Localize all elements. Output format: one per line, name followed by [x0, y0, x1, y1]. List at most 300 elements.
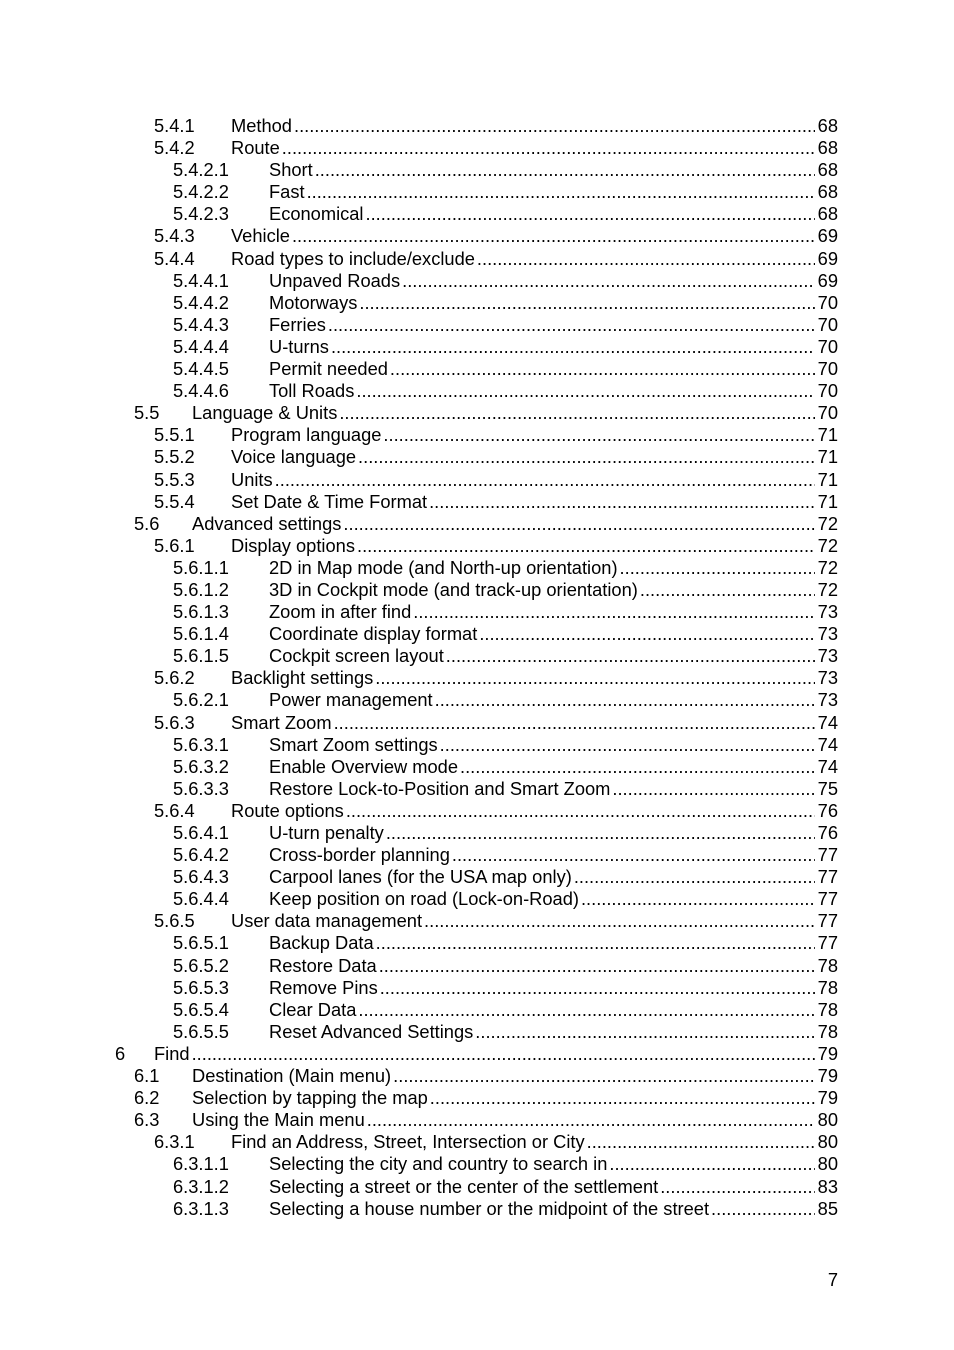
- dot-leader: [334, 712, 815, 734]
- toc-entry-number: 5.6.5.1: [173, 932, 229, 954]
- toc-entry-line: [231, 469, 838, 491]
- toc-entry-line: [231, 712, 838, 734]
- toc-entry[interactable]: [0, 778, 954, 800]
- toc-entry-line: [231, 667, 838, 689]
- toc-entry[interactable]: [0, 601, 954, 623]
- toc-entry[interactable]: [0, 866, 954, 888]
- toc-entry-number: 5.6.3.2: [173, 755, 229, 777]
- toc-entry[interactable]: [0, 1065, 954, 1087]
- dot-leader: [358, 999, 814, 1021]
- toc-entry[interactable]: [0, 181, 954, 203]
- toc-entry[interactable]: [0, 314, 954, 336]
- toc-entry-title: Vehicle: [231, 225, 290, 247]
- toc-entry-line: [269, 1198, 838, 1220]
- toc-entry[interactable]: [0, 888, 954, 910]
- toc-entry[interactable]: [0, 667, 954, 689]
- toc-entry[interactable]: [0, 645, 954, 667]
- toc-entry-title: Keep position on road (Lock-on-Road): [269, 888, 579, 910]
- toc-entry-title: Smart Zoom settings: [269, 733, 438, 755]
- dot-leader: [367, 1109, 815, 1131]
- dot-leader: [711, 1198, 815, 1220]
- toc-entry-line: [269, 336, 838, 358]
- toc-entry[interactable]: [0, 999, 954, 1021]
- toc-entry-line: [269, 380, 838, 402]
- toc-entry-number: 6.2: [134, 1087, 160, 1109]
- toc-entry-number: 5.6.1.5: [173, 645, 229, 667]
- toc-entry-line: [269, 932, 838, 954]
- toc-entry-title: Selection by tapping the map: [192, 1087, 428, 1109]
- dot-leader: [282, 137, 815, 159]
- toc-entry-page: 70: [817, 335, 838, 357]
- toc-entry[interactable]: [0, 822, 954, 844]
- toc-entry-title: Units: [231, 468, 273, 490]
- toc-entry-page: 73: [817, 667, 838, 689]
- toc-entry-line: [269, 203, 838, 225]
- toc-entry-line: [269, 1021, 838, 1043]
- dot-leader: [479, 623, 814, 645]
- toc-entry-page: 70: [817, 380, 838, 402]
- toc-entry[interactable]: [0, 734, 954, 756]
- toc-entry-page: 78: [817, 1020, 838, 1042]
- toc-entry-number: 5.6.5.2: [173, 954, 229, 976]
- dot-leader: [376, 932, 815, 954]
- toc-entry-number: 5.6.1.4: [173, 623, 229, 645]
- toc-entry-title: 3D in Cockpit mode (and track-up orientation): [269, 578, 638, 600]
- toc-entry-number: 6.3.1.1: [173, 1153, 229, 1175]
- toc-entry-title: Clear Data: [269, 998, 357, 1020]
- toc-entry-number: 5.6: [134, 512, 160, 534]
- toc-entry-title: Zoom in after find: [269, 601, 412, 623]
- dot-leader: [383, 424, 814, 446]
- toc-entry[interactable]: [0, 1109, 954, 1131]
- toc-entry[interactable]: [0, 469, 954, 491]
- toc-entry-number: 5.5: [134, 402, 160, 424]
- toc-entry-page: 72: [817, 534, 838, 556]
- toc-entry-number: 5.4.4.5: [173, 358, 229, 380]
- toc-entry[interactable]: [0, 292, 954, 314]
- toc-entry-page: 70: [817, 358, 838, 380]
- toc-entry-number: 6.3: [134, 1109, 160, 1131]
- toc-entry-page: 71: [817, 490, 838, 512]
- toc-entry-page: 72: [817, 556, 838, 578]
- toc-entry[interactable]: [0, 712, 954, 734]
- toc-entry-title: Cross-border planning: [269, 844, 450, 866]
- toc-entry[interactable]: [0, 270, 954, 292]
- toc-entry-title: Find: [154, 1042, 190, 1064]
- toc-entry-number: 5.4.4.1: [173, 269, 229, 291]
- toc-entry-title: Program language: [231, 424, 382, 446]
- toc-entry[interactable]: [0, 380, 954, 402]
- toc-entry-title: Power management: [269, 689, 433, 711]
- toc-entry-page: 77: [817, 844, 838, 866]
- toc-entry[interactable]: [0, 955, 954, 977]
- toc-entry-line: [269, 866, 838, 888]
- toc-entry-title: Language & Units: [192, 402, 338, 424]
- toc-entry-page: 68: [817, 203, 838, 225]
- toc-entry-number: 6.3.1.2: [173, 1175, 229, 1197]
- toc-entry-page: 79: [817, 1087, 838, 1109]
- toc-entry-number: 5.6.4.4: [173, 888, 229, 910]
- toc-entry-page: 69: [817, 247, 838, 269]
- toc-entry[interactable]: [0, 491, 954, 513]
- toc-entry-page: 73: [817, 645, 838, 667]
- toc-entry-number: 5.6.3.1: [173, 733, 229, 755]
- toc-entry[interactable]: [0, 1021, 954, 1043]
- toc-entry-number: 5.6.1.1: [173, 556, 229, 578]
- toc-entry-number: 5.4.4.6: [173, 380, 229, 402]
- toc-entry-page: 71: [817, 446, 838, 468]
- toc-entry-number: 5.5.4: [154, 490, 195, 512]
- toc-entry-title: Motorways: [269, 291, 358, 313]
- toc-entry-title: Method: [231, 115, 292, 136]
- toc-entry-title: Economical: [269, 203, 364, 225]
- toc-entry-title: Unpaved Roads: [269, 269, 401, 291]
- toc-entry[interactable]: [0, 1153, 954, 1175]
- toc-entry-title: Enable Overview mode: [269, 755, 458, 777]
- toc-entry[interactable]: [0, 623, 954, 645]
- dot-leader: [331, 336, 815, 358]
- toc-entry-number: 6.3.1.3: [173, 1197, 229, 1219]
- dot-leader: [357, 535, 815, 557]
- toc-entry-line: [231, 137, 838, 159]
- toc-entry[interactable]: [0, 756, 954, 778]
- toc-entry-line: [269, 623, 838, 645]
- toc-entry-line: [269, 270, 838, 292]
- dot-leader: [440, 734, 815, 756]
- toc-entry-line: [231, 535, 838, 557]
- dot-leader: [460, 756, 815, 778]
- dot-leader: [452, 844, 815, 866]
- toc-entry-number: 5.6.5.3: [173, 976, 229, 998]
- toc-entry-line: [231, 800, 838, 822]
- toc-entry-line: [192, 1065, 838, 1087]
- toc-entry[interactable]: [0, 424, 954, 446]
- toc-entry-title: U-turn penalty: [269, 822, 384, 843]
- toc-entry-page: 80: [817, 1131, 838, 1153]
- toc-entry-number: 5.6.4.2: [173, 844, 229, 866]
- toc-entry-line: [269, 778, 838, 800]
- toc-entry-line: [269, 955, 838, 977]
- toc-entry-page: 73: [817, 689, 838, 711]
- dot-leader: [192, 1043, 815, 1065]
- toc-entry-title: Restore Lock-to-Position and Smart Zoom: [269, 777, 611, 799]
- toc-entry-line: [269, 181, 838, 203]
- toc-entry-line: [192, 1087, 838, 1109]
- dot-leader: [343, 513, 814, 535]
- toc-entry[interactable]: [0, 248, 954, 270]
- toc-entry[interactable]: [0, 932, 954, 954]
- toc-entry-page: 76: [817, 822, 838, 843]
- toc-entry-title: Route: [231, 137, 280, 159]
- toc-entry-line: [269, 314, 838, 336]
- toc-entry-line: [269, 1176, 838, 1198]
- toc-entry[interactable]: [0, 579, 954, 601]
- toc-entry-title: Short: [269, 159, 313, 181]
- toc-entry-title: Cockpit screen layout: [269, 645, 444, 667]
- toc-entry-title: Selecting a street or the center of the settlement: [269, 1175, 659, 1197]
- dot-leader: [339, 402, 814, 424]
- dot-leader: [358, 446, 815, 468]
- toc-entry-number: 5.4.4: [154, 247, 195, 269]
- toc-entry-page: 72: [817, 578, 838, 600]
- toc-entry[interactable]: [0, 1176, 954, 1198]
- toc-entry-line: [231, 248, 838, 270]
- toc-entry-page: 77: [817, 888, 838, 910]
- dot-leader: [609, 1153, 814, 1175]
- toc-entry-page: 74: [817, 733, 838, 755]
- toc-entry-title: Permit needed: [269, 358, 388, 380]
- toc-entry[interactable]: [0, 977, 954, 999]
- toc-entry[interactable]: [0, 1087, 954, 1109]
- toc-entry-number: 5.4.4.3: [173, 313, 229, 335]
- dot-leader: [346, 800, 815, 822]
- dot-leader: [581, 888, 815, 910]
- toc-entry-line: [269, 557, 838, 579]
- toc-entry-title: User data management: [231, 910, 423, 932]
- toc-entry-page: 69: [817, 269, 838, 291]
- toc-entry-page: 76: [817, 799, 838, 821]
- toc-entry[interactable]: [0, 402, 954, 424]
- toc-entry-page: 74: [817, 711, 838, 733]
- toc-entry-title: Display options: [231, 534, 355, 556]
- toc-entry-line: [269, 977, 838, 999]
- toc-entry-title: Voice language: [231, 446, 357, 468]
- dot-leader: [328, 314, 815, 336]
- toc-entry-number: 5.4.2: [154, 137, 195, 159]
- dot-leader: [390, 358, 815, 380]
- toc-entry-line: [269, 292, 838, 314]
- toc-entry-line: [269, 844, 838, 866]
- dot-leader: [587, 1131, 815, 1153]
- toc-entry-number: 5.6.2.1: [173, 689, 229, 711]
- toc-entry-number: 5.4.4.2: [173, 291, 229, 313]
- toc-entry-number: 6.3.1: [154, 1131, 195, 1153]
- toc-entry[interactable]: [0, 800, 954, 822]
- toc-entry-number: 5.6.1.3: [173, 601, 229, 623]
- toc-entry-number: 5.4.4.4: [173, 335, 229, 357]
- toc-entry-number: 5.6.5.5: [173, 1020, 229, 1042]
- toc-entry-title: Reset Advanced Settings: [269, 1020, 474, 1042]
- toc-entry-title: 2D in Map mode (and North-up orientation): [269, 556, 618, 578]
- toc-entry-line: [231, 910, 838, 932]
- toc-entry-line: [192, 402, 838, 424]
- dot-leader: [379, 955, 815, 977]
- toc-entry[interactable]: [0, 137, 954, 159]
- dot-leader: [429, 491, 815, 513]
- toc-entry-page: 80: [817, 1153, 838, 1175]
- toc-entry[interactable]: [0, 203, 954, 225]
- toc-entry-line: [269, 645, 838, 667]
- toc-entry-page: 80: [817, 1109, 838, 1131]
- toc-entry-title: Toll Roads: [269, 380, 355, 402]
- dot-leader: [380, 977, 815, 999]
- toc-entry-number: 5.4.2.2: [173, 181, 229, 203]
- toc-entry-page: 85: [817, 1197, 838, 1219]
- toc-entry-line: [231, 225, 838, 247]
- toc-entry-number: 6.1: [134, 1065, 160, 1087]
- dot-leader: [475, 1021, 814, 1043]
- toc-entry-title: Route options: [231, 799, 344, 821]
- dot-leader: [446, 645, 815, 667]
- dot-leader: [413, 601, 814, 623]
- dot-leader: [294, 115, 815, 137]
- toc-entry[interactable]: [0, 1198, 954, 1220]
- dot-leader: [574, 866, 815, 888]
- toc-entry-line: [231, 115, 838, 137]
- toc-entry-page: 71: [817, 468, 838, 490]
- toc-entry-number: 6: [115, 1042, 126, 1064]
- toc-entry-number: 5.6.4.1: [173, 822, 229, 843]
- toc-entry-line: [269, 159, 838, 181]
- toc-entry-page: 68: [817, 181, 838, 203]
- toc-entry-page: 83: [817, 1175, 838, 1197]
- dot-leader: [356, 380, 814, 402]
- toc-entry-line: [269, 999, 838, 1021]
- toc-entry[interactable]: [0, 910, 954, 932]
- toc-entry-title: Selecting a house number or the midpoint of the street: [269, 1197, 710, 1219]
- toc-entry-page: 79: [817, 1042, 838, 1064]
- toc-entry-line: [192, 1109, 838, 1131]
- dot-leader: [435, 689, 815, 711]
- dot-leader: [402, 270, 815, 292]
- dot-leader: [386, 822, 815, 844]
- toc-entry-line: [269, 888, 838, 910]
- toc-entry-page: 71: [817, 424, 838, 446]
- toc-entry[interactable]: [0, 115, 954, 137]
- toc-entry-title: Using the Main menu: [192, 1109, 365, 1131]
- toc-entry-title: Restore Data: [269, 954, 377, 976]
- dot-leader: [307, 181, 815, 203]
- toc-entry[interactable]: [0, 535, 954, 557]
- toc-entry-line: [269, 734, 838, 756]
- toc-entry-title: Advanced settings: [192, 512, 342, 534]
- toc-entry-title: Selecting the city and country to search in: [269, 1153, 608, 1175]
- dot-leader: [275, 469, 815, 491]
- table-of-contents: [0, 115, 954, 1220]
- toc-entry-title: Smart Zoom: [231, 711, 332, 733]
- dot-leader: [430, 1087, 815, 1109]
- toc-entry-page: 72: [817, 512, 838, 534]
- toc-entry[interactable]: [0, 1043, 954, 1065]
- toc-entry-page: 77: [817, 866, 838, 888]
- toc-entry[interactable]: [0, 513, 954, 535]
- toc-entry-page: 69: [817, 225, 838, 247]
- toc-entry-page: 70: [817, 313, 838, 335]
- toc-entry[interactable]: [0, 159, 954, 181]
- toc-entry-title: Ferries: [269, 313, 326, 335]
- toc-entry-number: 5.6.4.3: [173, 866, 229, 888]
- toc-entry[interactable]: [0, 446, 954, 468]
- toc-entry-page: 68: [817, 159, 838, 181]
- toc-entry-page: 70: [817, 402, 838, 424]
- toc-entry-page: 78: [817, 976, 838, 998]
- toc-entry-number: 5.6.3.3: [173, 777, 229, 799]
- toc-entry-page: 73: [817, 601, 838, 623]
- toc-entry-line: [231, 491, 838, 513]
- toc-entry-page: 77: [817, 910, 838, 932]
- toc-entry-title: Road types to include/exclude: [231, 247, 475, 269]
- toc-entry-line: [192, 513, 838, 535]
- toc-entry[interactable]: [0, 557, 954, 579]
- toc-entry-page: 79: [817, 1065, 838, 1087]
- toc-entry[interactable]: [0, 689, 954, 711]
- dot-leader: [477, 248, 815, 270]
- toc-entry-line: [269, 358, 838, 380]
- toc-entry-page: 73: [817, 623, 838, 645]
- toc-entry-title: Fast: [269, 181, 305, 203]
- toc-entry-number: 5.6.4: [154, 799, 195, 821]
- toc-entry-number: 5.4.2.1: [173, 159, 229, 181]
- toc-entry[interactable]: [0, 225, 954, 247]
- toc-entry-title: Find an Address, Street, Intersection or City: [231, 1131, 585, 1153]
- dot-leader: [393, 1065, 815, 1087]
- toc-entry-number: 5.6.1.2: [173, 578, 229, 600]
- toc-entry-line: [231, 424, 838, 446]
- toc-entry-line: [154, 1043, 838, 1065]
- toc-entry-page: 75: [817, 777, 838, 799]
- toc-entry-page: 70: [817, 291, 838, 313]
- toc-entry-title: Remove Pins: [269, 976, 378, 998]
- toc-entry-number: 5.5.3: [154, 468, 195, 490]
- dot-leader: [315, 159, 815, 181]
- toc-entry-line: [269, 579, 838, 601]
- dot-leader: [292, 225, 815, 247]
- toc-entry-title: Carpool lanes (for the USA map only): [269, 866, 572, 888]
- toc-entry-line: [269, 601, 838, 623]
- toc-entry[interactable]: [0, 1131, 954, 1153]
- toc-entry-page: 78: [817, 998, 838, 1020]
- dot-leader: [424, 910, 815, 932]
- toc-entry-number: 5.4.3: [154, 225, 195, 247]
- dot-leader: [660, 1176, 814, 1198]
- dot-leader: [366, 203, 815, 225]
- toc-entry-line: [269, 822, 838, 844]
- toc-entry-number: 5.6.1: [154, 534, 195, 556]
- toc-entry-number: 5.5.2: [154, 446, 195, 468]
- toc-entry-number: 5.5.1: [154, 424, 195, 446]
- toc-entry-line: [269, 756, 838, 778]
- toc-entry-page: 77: [817, 932, 838, 954]
- toc-entry[interactable]: [0, 336, 954, 358]
- toc-entry-page: 78: [817, 954, 838, 976]
- page-number: 7: [827, 1269, 838, 1290]
- dot-leader: [620, 557, 815, 579]
- toc-entry-page: 74: [817, 755, 838, 777]
- dot-leader: [612, 778, 814, 800]
- toc-entry[interactable]: [0, 844, 954, 866]
- toc-entry-page: 68: [817, 137, 838, 159]
- toc-entry-number: 5.4.1: [154, 115, 195, 136]
- toc-entry-line: [231, 1131, 838, 1153]
- toc-entry-line: [269, 689, 838, 711]
- toc-entry-number: 5.6.5.4: [173, 998, 229, 1020]
- toc-entry-line: [269, 1153, 838, 1175]
- toc-entry-title: Coordinate display format: [269, 623, 478, 645]
- toc-entry-page: 68: [817, 115, 838, 136]
- toc-entry-number: 5.6.2: [154, 667, 195, 689]
- dot-leader: [640, 579, 815, 601]
- toc-entry-title: Set Date & Time Format: [231, 490, 428, 512]
- toc-entry-title: Destination (Main menu): [192, 1065, 392, 1087]
- toc-entry[interactable]: [0, 358, 954, 380]
- toc-entry-number: 5.4.2.3: [173, 203, 229, 225]
- toc-entry-title: Backup Data: [269, 932, 374, 954]
- toc-entry-title: Backlight settings: [231, 667, 374, 689]
- toc-entry-title: U-turns: [269, 335, 329, 357]
- dot-leader: [375, 667, 814, 689]
- toc-entry-number: 5.6.3: [154, 711, 195, 733]
- toc-entry-line: [231, 446, 838, 468]
